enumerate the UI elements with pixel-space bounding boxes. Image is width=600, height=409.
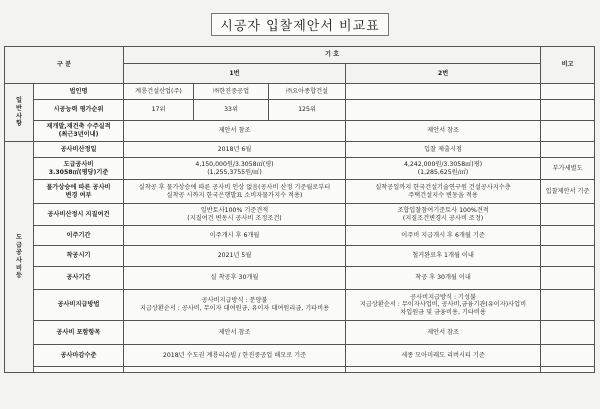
- document-title: 시공자 입찰제안서 비교표: [211, 13, 388, 36]
- blank-row-label: [34, 367, 124, 373]
- inclusions-remark: [541, 321, 595, 345]
- finish-1: 2018년 수도권 계룡리슈빌 / 한진중공업 해모로 기준: [124, 345, 346, 367]
- label-construction-period: 공사기간: [34, 267, 124, 290]
- label-finish-standard: 공사마감수준: [34, 345, 124, 367]
- ground-remark: [541, 204, 595, 226]
- label-company-name: 법인명: [34, 84, 124, 100]
- rank-1c: 125위: [269, 100, 346, 121]
- payment-2: 공사비지급방식 : 기성불 지급상환순서 : 무이자사업비, 공사비,금융기관(유이자)사업비 차입원금 및 금융비용, 기타비용: [346, 290, 541, 321]
- label-start-date: 착공시기: [34, 246, 124, 267]
- label-payment-method: 공사비지급방법: [34, 290, 124, 321]
- blank-row-remark: [541, 367, 595, 373]
- relocation-remark: [541, 226, 595, 246]
- start-2: 철거완료후 1개월 이내: [346, 246, 541, 267]
- label-price-change: 물가상승에 따른 공사비 변경 여부: [34, 180, 124, 204]
- label-ground-condition: 공사비산정시 지질여건: [34, 204, 124, 226]
- payment-remark: [541, 290, 595, 321]
- relocation-1: 이주개시 후 6개월: [124, 226, 346, 246]
- blank-row-2: [346, 367, 541, 373]
- rank-2: [346, 100, 541, 121]
- label-contract-price: 도급공사비 3.3058㎡(평당)기준: [34, 158, 124, 180]
- period-1: 실 착공후 30개월: [124, 267, 346, 290]
- start-remark: [541, 246, 595, 267]
- change-1: 실착공 후 물가상승에 따른 공사비 인상 없음(공사비 산정 기준월로부터 실착공 시까지 한국은행발표 소비자물가지수 적용): [124, 180, 346, 204]
- price-1: 4,150,000원/3.3058㎡(평) (1,255,3755원/㎡): [124, 158, 346, 180]
- ground-1: 일반토사100% 기준견적 (지질여건 변동시 공사비 조정조건): [124, 204, 346, 226]
- header-bidder-2: 2번: [346, 64, 541, 84]
- document-title-wrap: [0, 13, 600, 36]
- record-2: 제안서 참조: [346, 121, 541, 142]
- company-1b: ㈜한진중공업: [194, 84, 269, 100]
- header-bidder-1: 1번: [124, 64, 346, 84]
- basis-date-2: 입찰 제출시점: [346, 142, 541, 158]
- price-remark: 부가세별도: [541, 158, 595, 180]
- label-relocation-period: 이주기간: [34, 226, 124, 246]
- payment-1: 공사비지급방식 : 분양불 지급상환순서 : 공사비, 무이자 대여원금, 유이자 대여원리금, 기타비용: [124, 290, 346, 321]
- rank-remark: [541, 100, 595, 121]
- inclusions-1: 제안서 참조: [124, 321, 346, 345]
- record-1: 제안서 참조: [124, 121, 346, 142]
- label-track-record: 재개발,재건축 수주실적 (최근3년이내): [34, 121, 124, 142]
- ground-2: 조합입찰참여기준토사 100%견적 (지질조건변경시 공사비 조정): [346, 204, 541, 226]
- header-symbol: 기 호: [124, 47, 541, 64]
- relocation-2: 이주비 지급개시 후 6개월 기준: [346, 226, 541, 246]
- period-remark: [541, 267, 595, 290]
- company-2: [346, 84, 541, 100]
- start-1: 2021년 5월: [124, 246, 346, 267]
- change-2: 실착공일까지 한국건설기술연구원 건설공사지수층 주택건설지수 변동을 적용: [346, 180, 541, 204]
- rank-1b: 33위: [194, 100, 269, 121]
- price-2: 4,242,000원/3.3058㎡(평) (1,285,625원/㎡): [346, 158, 541, 180]
- company-remark: [541, 84, 595, 100]
- record-remark: [541, 121, 595, 142]
- basis-date-remark: [541, 142, 595, 158]
- company-1a: 계룡건설산업(주): [124, 84, 194, 100]
- header-division: 구 분: [5, 47, 124, 84]
- label-capability-rank: 시공능력 평가순위: [34, 100, 124, 121]
- inclusions-2: 제안서 참조: [346, 321, 541, 345]
- label-cost-basis-date: 공사비산정일: [34, 142, 124, 158]
- label-cost-inclusions: 공사비 포함항목: [34, 321, 124, 345]
- section-construction-cost: 도 급 공 사 비 등: [5, 142, 34, 373]
- blank-row-1: [124, 367, 346, 373]
- header-remarks: 비고: [541, 47, 595, 84]
- section-general: 일 반 사 항: [5, 84, 34, 142]
- period-2: 착공 후 30개월 이내: [346, 267, 541, 290]
- finish-remark: [541, 345, 595, 367]
- change-remark: 입찰제안서 기준: [541, 180, 595, 204]
- company-1c: ㈜요아종합건설: [269, 84, 346, 100]
- finish-2: 세종 모아미래도 리버시티 기준: [346, 345, 541, 367]
- comparison-table: [4, 46, 595, 373]
- basis-date-1: 2018년 6월: [124, 142, 346, 158]
- rank-1a: 17위: [124, 100, 194, 121]
